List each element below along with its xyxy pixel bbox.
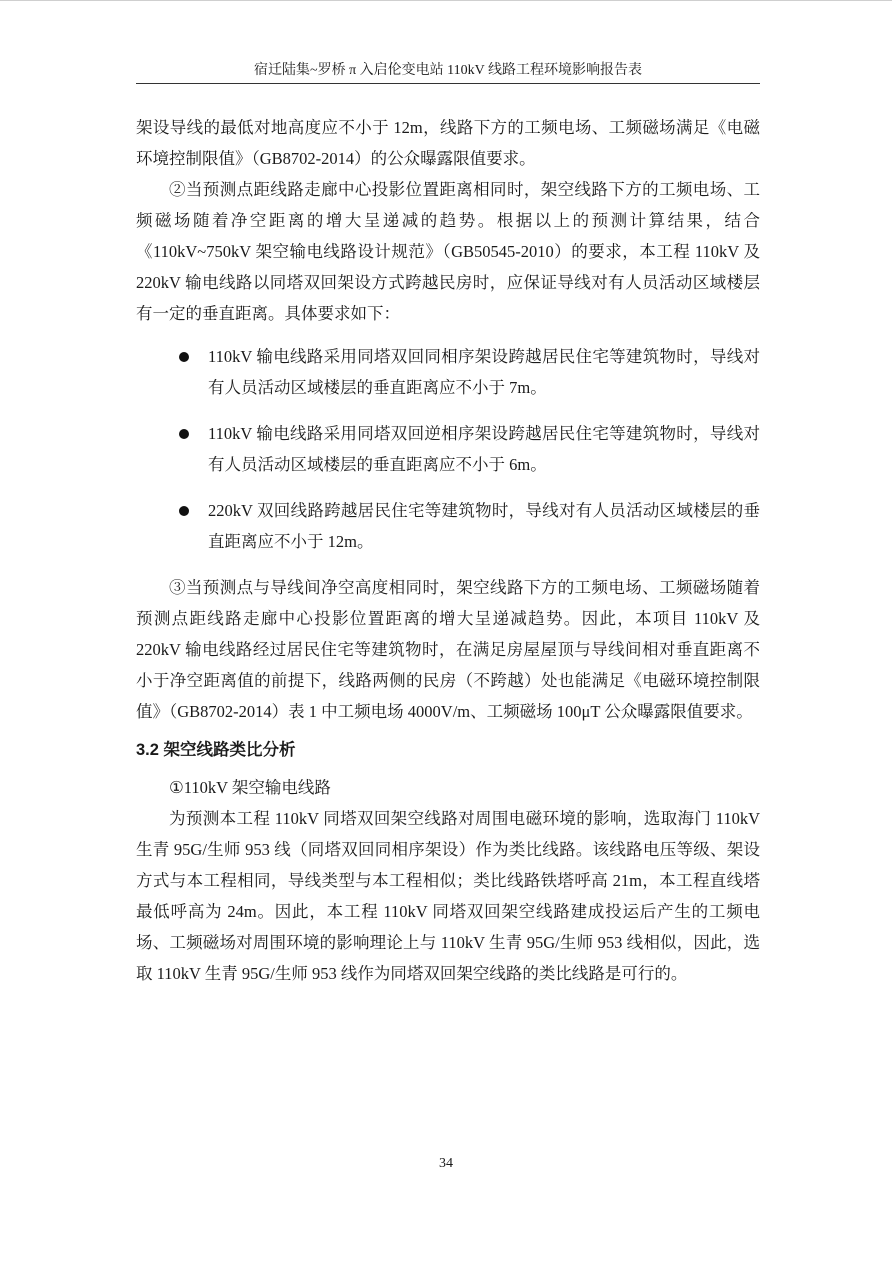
bullet-dot-icon	[179, 506, 189, 516]
list-item-text: 220kV 双回线路跨越居民住宅等建筑物时，导线对有人员活动区域楼层的垂直距离应不小于 12m。	[208, 501, 760, 551]
section-heading: 3.2 架空线路类比分析	[136, 741, 296, 759]
header-rule	[136, 83, 760, 84]
paragraph-continuation: 架设导线的最低对地高度应不小于 12m，线路下方的工频电场、工频磁场满足《电磁环境控制限值》（GB8702-2014）的公众曝露限值要求。	[136, 118, 760, 168]
bullet-dot-icon	[179, 352, 189, 362]
list-item-text: 110kV 输电线路采用同塔双回逆相序架设跨越居民住宅等建筑物时，导线对有人员活动区域楼层的垂直距离应不小于 6m。	[208, 424, 760, 474]
page-top-edge	[0, 0, 892, 1]
bullet-dot-icon	[179, 429, 189, 439]
list-item	[136, 495, 760, 557]
list-item	[136, 341, 760, 403]
page-number: 34	[439, 1156, 453, 1171]
running-header: 宿迁陆集~罗桥 π 入启伦变电站 110kV 线路工程环境影响报告表	[254, 63, 642, 78]
subsection-heading: ①110kV 架空输电线路	[169, 778, 331, 797]
list-item	[136, 418, 760, 480]
paragraph-2: ②当预测点距线路走廊中心投影位置距离相同时，架空线路下方的工频电场、工频磁场随着净空距离的增大呈递减的趋势。根据以上的预测计算结果，结合《110kV~750kV 架空输电线路设计规范》（GB50545-2010）的要求，本工程 110kV 及 220kV 输电线路以同塔双回架设方式跨越民房时，应保证导线对有人员活动区域楼层有一定的垂直距离。具体要求如下：	[136, 180, 760, 323]
list-item-text: 110kV 输电线路采用同塔双回同相序架设跨越居民住宅等建筑物时，导线对有人员活动区域楼层的垂直距离应不小于 7m。	[208, 347, 760, 397]
paragraph-4: 为预测本工程 110kV 同塔双回架空线路对周围电磁环境的影响，选取海门 110kV 生青 95G/生师 953 线（同塔双回同相序架设）作为类比线路。该线路电压等级、架设方式与本工程相同，导线类型与本工程相似；类比线路铁塔呼高 21m，本工程直线塔最低呼高为 24m。因此，本工程 110kV 同塔双回架空线路建成投运后产生的工频电场、工频磁场对周围环境的影响理论上与 110kV 生青 95G/生师 953 线相似，因此，选取 110kV 生青 95G/生师 953 线作为同塔双回架空线路的类比线路是可行的。	[136, 809, 760, 983]
page-body	[136, 112, 760, 989]
requirement-list	[136, 341, 760, 557]
paragraph-3: ③当预测点与导线间净空高度相同时，架空线路下方的工频电场、工频磁场随着预测点距线路走廊中心投影位置距离的增大呈递减趋势。因此，本项目 110kV 及 220kV 输电线路经过居民住宅等建筑物时，在满足房屋屋顶与导线间相对垂直距离不小于净空距离值的前提下，线路两侧的民房（不跨越）处也能满足《电磁环境控制限值》（GB8702-2014）表 1 中工频电场 4000V/m、工频磁场 100μT 公众曝露限值要求。	[136, 578, 760, 721]
